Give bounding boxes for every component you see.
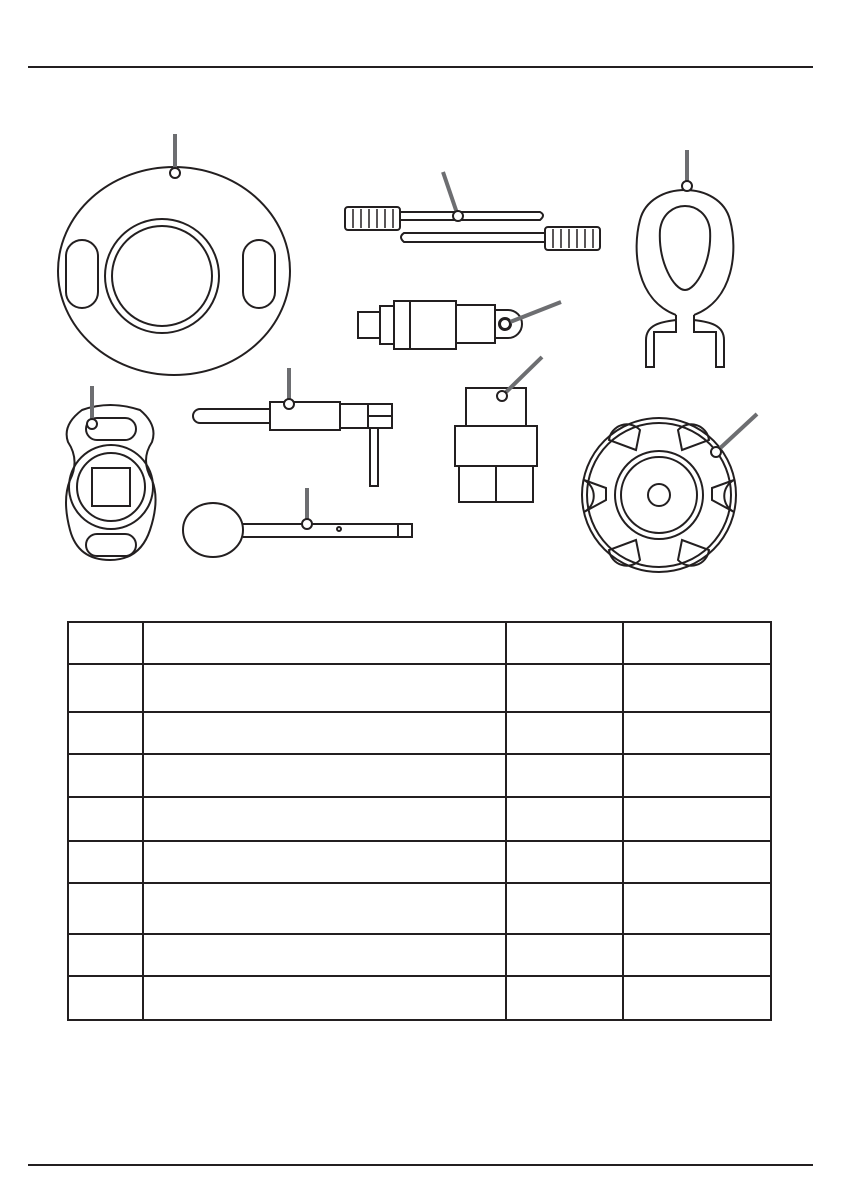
table-cell (143, 934, 506, 977)
table-cell (506, 883, 623, 933)
table-cell (506, 797, 623, 841)
table-row (68, 754, 771, 797)
table-cell (143, 712, 506, 755)
table-header-cell (143, 622, 506, 664)
table-row (68, 934, 771, 977)
oval-plate-icon (58, 134, 290, 375)
table-cell (143, 754, 506, 797)
square-drive-plate-icon (66, 386, 156, 560)
table-cell (623, 883, 771, 933)
table-cell (68, 754, 143, 797)
table-header-cell (506, 622, 623, 664)
table-cell (68, 883, 143, 933)
table-cell (506, 754, 623, 797)
table-cell (143, 841, 506, 884)
footer-rule (28, 1164, 813, 1166)
table-cell (506, 841, 623, 884)
table-row (68, 976, 771, 1020)
table-cell (506, 934, 623, 977)
table-cell (143, 664, 506, 712)
table-header-cell (68, 622, 143, 664)
knurled-pins-icon (345, 172, 600, 250)
lobed-disc-icon (582, 414, 757, 572)
ball-handle-rod-icon (183, 488, 412, 557)
table-cell (143, 797, 506, 841)
table-cell (506, 664, 623, 712)
table-cell (623, 934, 771, 977)
table-row (68, 797, 771, 841)
table-row (68, 883, 771, 933)
table-cell (68, 934, 143, 977)
table-row (68, 841, 771, 884)
table-cell (143, 976, 506, 1020)
table-cell (68, 841, 143, 884)
table-cell (623, 664, 771, 712)
table-cell (143, 883, 506, 933)
table-row (68, 664, 771, 712)
table-header-row (68, 622, 771, 664)
locking-pin-icon (193, 368, 392, 486)
table-row (68, 712, 771, 755)
threaded-adapter-icon (358, 301, 561, 349)
table-cell (623, 712, 771, 755)
table-cell (68, 797, 143, 841)
socket-block-icon (455, 357, 542, 502)
table-cell (623, 754, 771, 797)
table-cell (506, 712, 623, 755)
table-cell (506, 976, 623, 1020)
table-cell (623, 797, 771, 841)
table-header-cell (623, 622, 771, 664)
table-cell (623, 841, 771, 884)
table-cell (623, 976, 771, 1020)
table-cell (68, 976, 143, 1020)
figure-eight-hook-icon (637, 150, 734, 367)
table-cell (68, 712, 143, 755)
parts-table (67, 621, 772, 1021)
table-cell (68, 664, 143, 712)
